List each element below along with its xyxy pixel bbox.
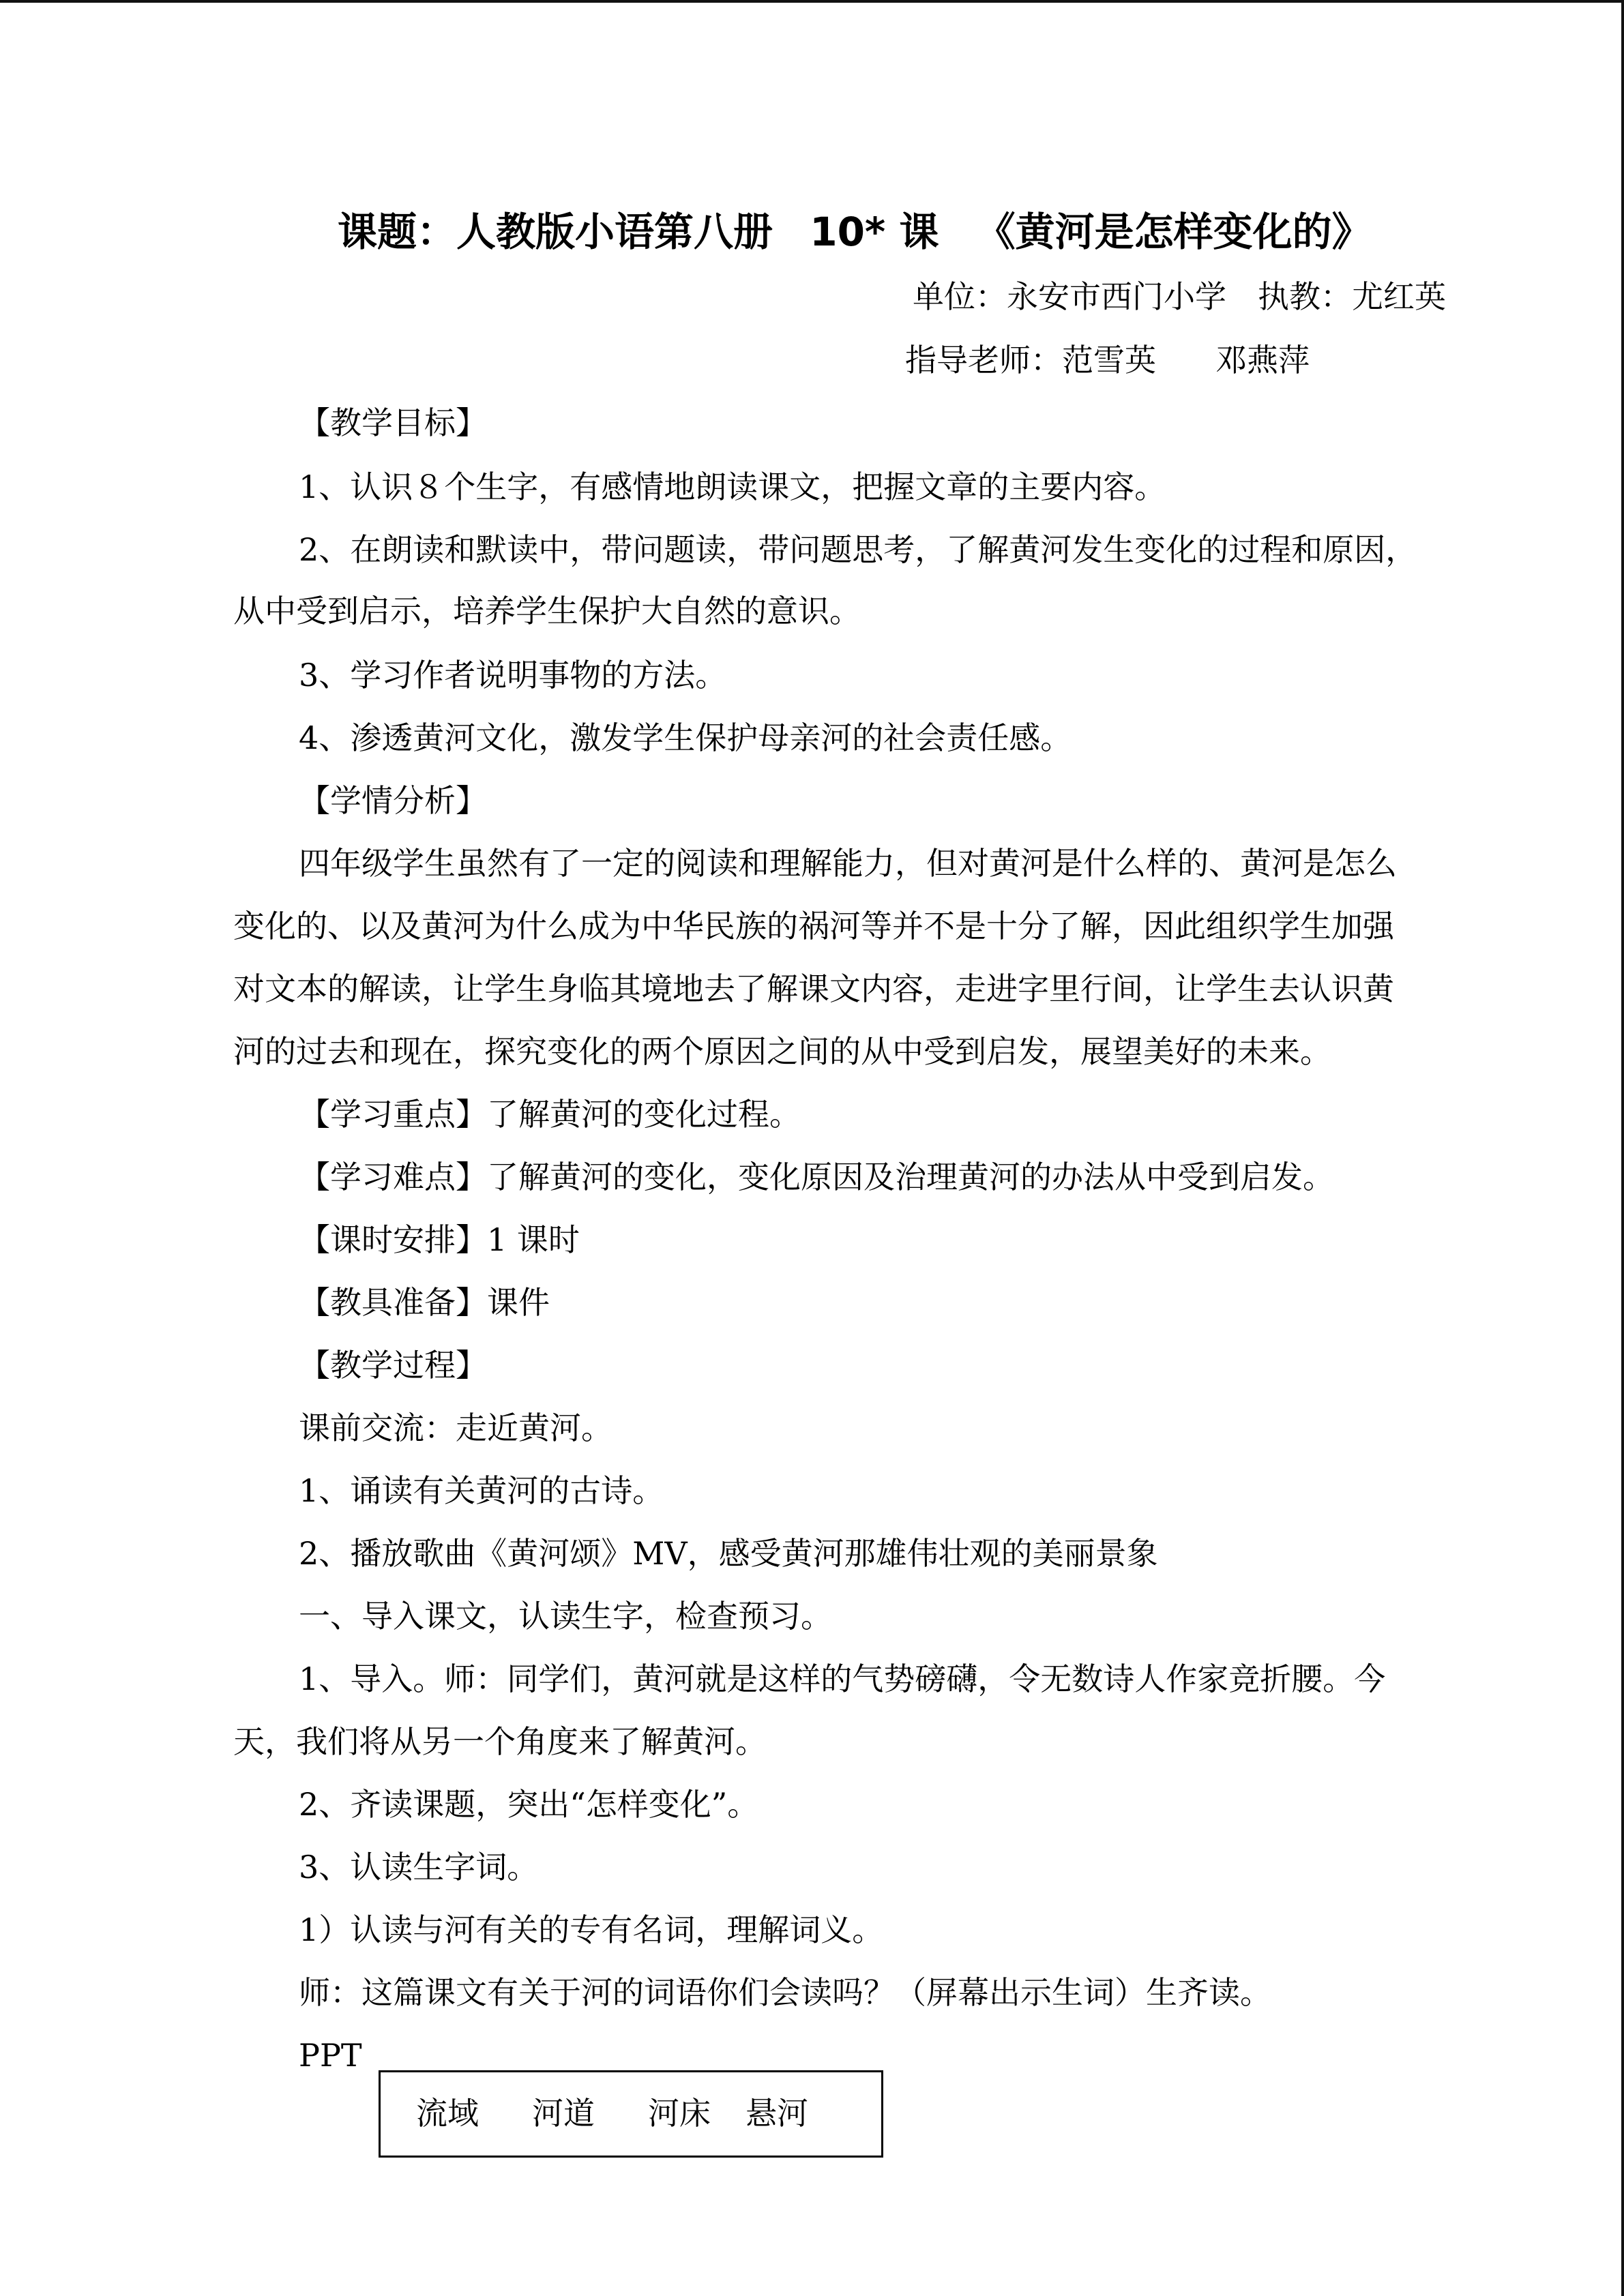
ppt-word: 悬河 (745, 2095, 808, 2132)
step-2: 2、齐读课题，突出“怎样变化”。 (299, 1786, 759, 1823)
process-heading: 【教学过程】 (299, 1347, 487, 1384)
ppt-word: 河道 (532, 2095, 595, 2132)
materials: 【教具准备】课件 (299, 1284, 550, 1321)
advisor-label: 指导老师：范雪英 (905, 342, 1156, 378)
key-point: 【学习重点】了解黄河的变化过程。 (299, 1096, 801, 1133)
advisor-second: 邓燕萍 (1215, 342, 1310, 378)
goal-1: 1、认识８个生字，有感情地朗读课文，把握文章的主要内容。 (299, 468, 1166, 505)
ppt-label: PPT (299, 2037, 362, 2074)
pre-class: 课前交流：走近黄河。 (299, 1410, 612, 1446)
pre-step-1: 1、诵读有关黄河的古诗。 (299, 1472, 664, 1509)
title-lesson: 10* 课 (810, 209, 939, 255)
goal-3: 3、学习作者说明事物的方法。 (299, 657, 727, 694)
step-3: 3、认读生字词。 (299, 1849, 539, 1885)
ppt-word: 河床 (648, 2095, 711, 2132)
goal-2-a: 2、在朗读和默读中，带问题读，带问题思考，了解黄河发生变化的过程和原因， (299, 531, 1417, 568)
goals-heading: 【教学目标】 (299, 404, 487, 441)
step-1-b: 天，我们将从另一个角度来了解黄河。 (233, 1723, 767, 1760)
page-border-top (0, 0, 1624, 3)
unit-line: 单位：永安市西门小学 执教：尤红英 (913, 278, 1446, 315)
analysis-line-1: 四年级学生虽然有了一定的阅读和理解能力，但对黄河是什么样的、黄河是怎么 (299, 845, 1397, 882)
difficulty: 【学习难点】了解黄河的变化，变化原因及治理黄河的办法从中受到启发。 (299, 1159, 1334, 1195)
ppt-word: 流域 (416, 2095, 479, 2132)
step-1-a: 1、导入。师：同学们，黄河就是这样的气势磅礴，令无数诗人作家竞折腰。今 (299, 1660, 1386, 1697)
title-book: 《黄河是怎样变化的》 (975, 209, 1372, 255)
ppt-vocabulary-box (379, 2070, 883, 2158)
teacher-line: 师：这篇课文有关于河的词语你们会读吗？（屏幕出示生词）生齐读。 (299, 1974, 1271, 2011)
analysis-line-2: 变化的、以及黄河为什么成为中华民族的祸河等并不是十分了解，因此组织学生加强 (233, 908, 1394, 944)
goal-4: 4、渗透黄河文化，激发学生保护母亲河的社会责任感。 (299, 719, 1072, 756)
pre-step-2: 2、播放歌曲《黄河颂》MV，感受黄河那雄伟壮观的美丽景象 (299, 1535, 1158, 1572)
title-prefix: 课题：人教版小语第八册 (338, 209, 773, 255)
schedule: 【课时安排】1 课时 (299, 1221, 580, 1258)
step-3-1: 1）认读与河有关的专有名词，理解词义。 (299, 1911, 884, 1948)
page-border-right (1621, 0, 1624, 2296)
analysis-line-3: 对文本的解读，让学生身临其境地去了解课文内容，走进字里行间，让学生去认识黄 (233, 970, 1394, 1007)
goal-2-b: 从中受到启示，培养学生保护大自然的意识。 (233, 593, 861, 629)
page-title (338, 205, 1395, 259)
analysis-line-4: 河的过去和现在，探究变化的两个原因之间的从中受到启发，展望美好的未来。 (233, 1033, 1331, 1070)
analysis-heading: 【学情分析】 (299, 782, 487, 819)
section-1: 一、导入课文，认读生字，检查预习。 (299, 1598, 832, 1635)
